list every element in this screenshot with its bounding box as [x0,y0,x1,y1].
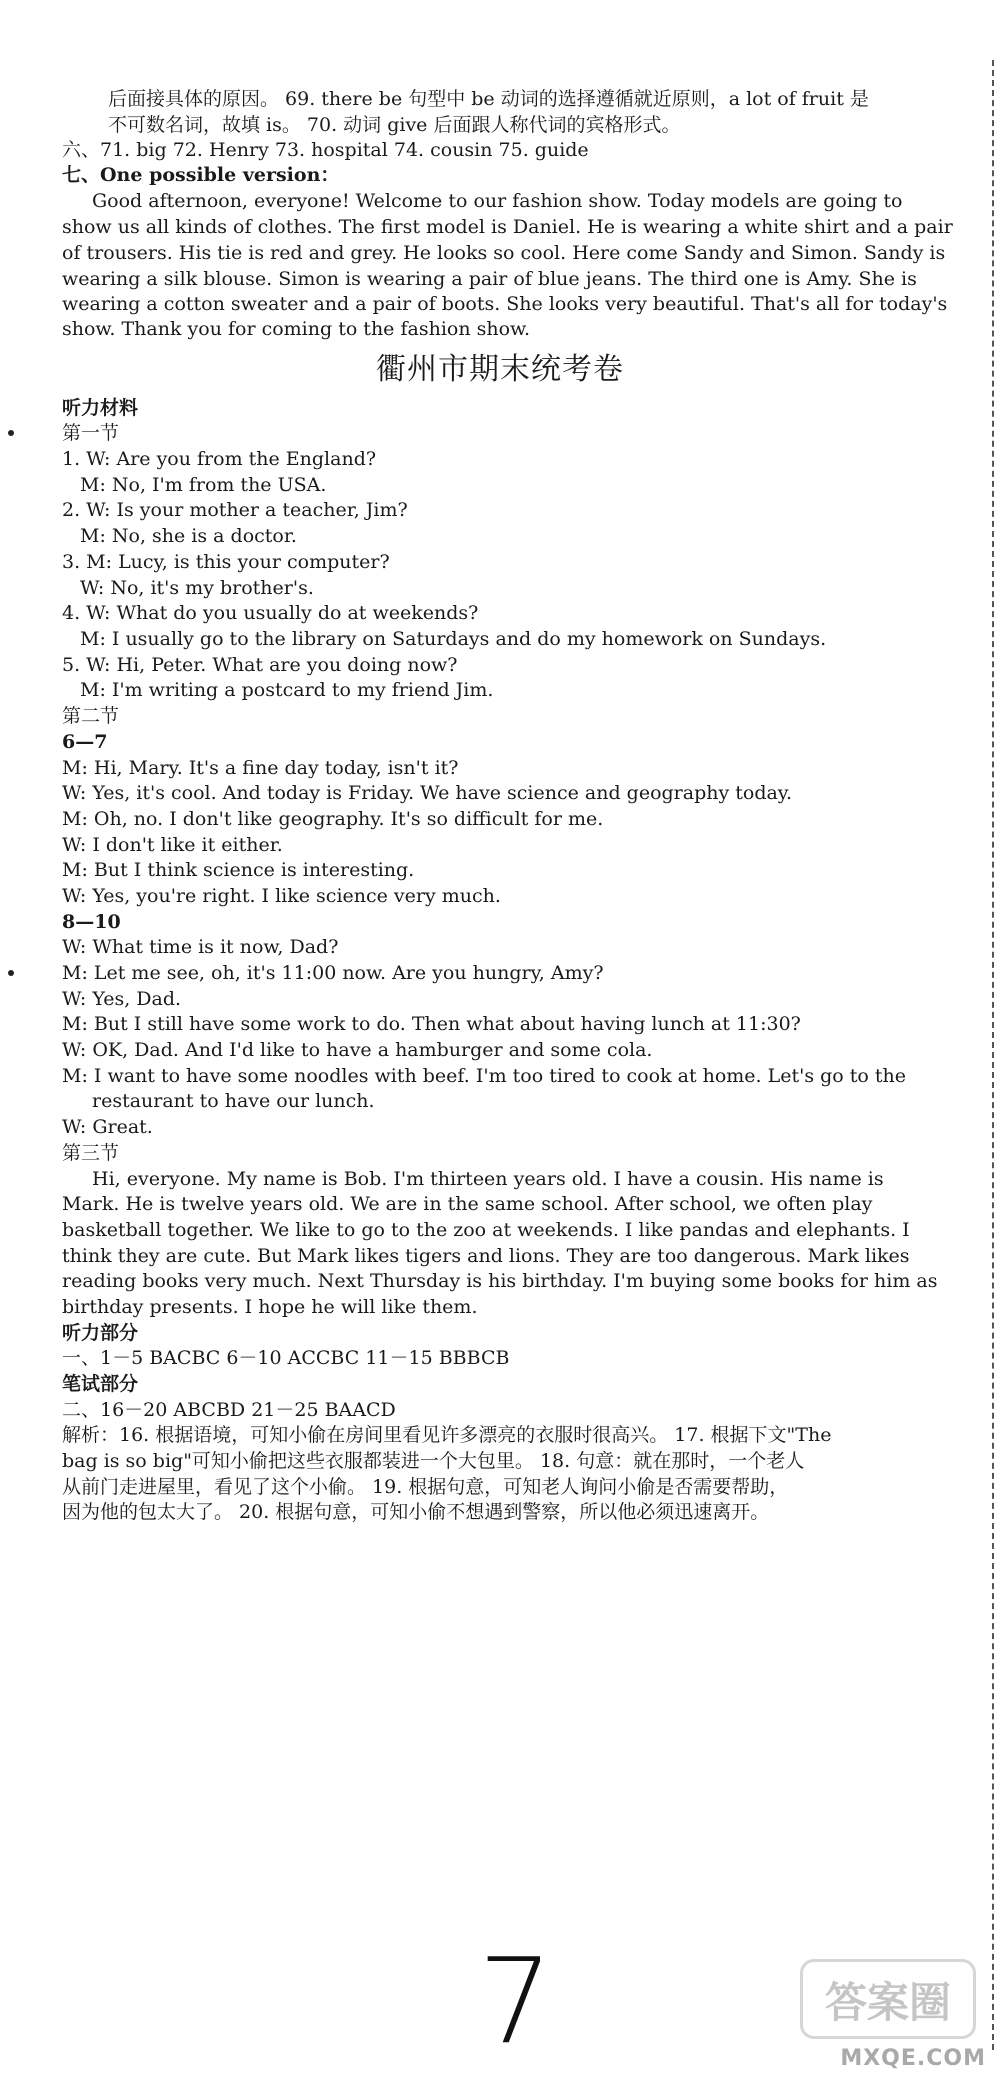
dialog-line: W: Yes, you're right. I like science very much. [62,885,501,907]
dialog-line: M: Let me see, oh, it's 11:00 now. Are you hungry, Amy? [62,962,604,984]
page-number: 7 [478,1932,554,2070]
dialog-line: M: I usually go to the library on Saturdays and do my homework on Sundays. [80,628,827,650]
section-6-answers: 六、71. big 72. Henry 73. hospital 74. cousin 75. guide [62,139,589,161]
watermark-logo [800,1959,976,2039]
passage-line: basketball together. We like to go to the zoo at weekends. I like pandas and elephants. I [62,1219,910,1241]
listening-answers: 一、1－5 BACBC 6－10 ACCBC 11－15 BBBCB [62,1347,510,1369]
listening-answers-heading: 听力部分 [62,1322,139,1344]
dialog-line: M: Oh, no. I don't like geography. It's so difficult for me. [62,808,604,830]
analysis-line: 因为他的包太大了。 20. 根据句意，可知小偷不想遇到警察，所以他必须迅速离开。 [62,1501,770,1523]
essay-line: wearing a cotton sweater and a pair of boots. She looks very beautiful. That's all for today's [62,293,948,315]
analysis-line: 解析：16. 根据语境，可知小偷在房间里看见许多漂亮的衣服时很高兴。 17. 根据下文"The [62,1424,832,1446]
exam-title: 衢州市期末统考卷 [376,352,624,387]
dialog-line: M: No, I'm from the USA. [80,474,327,496]
dialog-line: W: Great. [62,1116,153,1138]
essay-line: Good afternoon, everyone! Welcome to our fashion show. Today models are going to [92,190,903,212]
margin-dot [8,430,14,436]
analysis-line: bag is so big"可知小偷把这些衣服都装进一个大包里。 18. 句意：就在那时，一个老人 [62,1450,805,1472]
passage-line: reading books very much. Next Thursday is his birthday. I'm buying some books for him as [62,1270,938,1292]
dialog-line: 4. W: What do you usually do at weekends? [62,602,479,624]
part-heading: 第二节 [62,705,120,727]
part-heading: 第三节 [62,1142,120,1164]
dialog-line: M: But I think science is interesting. [62,859,415,881]
dialog-line: 1. W: Are you from the England? [62,448,377,470]
margin-dot [8,970,14,976]
dialog-line: M: I'm writing a postcard to my friend Jim. [80,679,494,701]
essay-line: of trousers. His tie is red and grey. He looks so cool. Here come Sandy and Simon. Sandy is [62,242,946,264]
passage-line: Hi, everyone. My name is Bob. I'm thirteen years old. I have a cousin. His name is [92,1168,884,1190]
question-range: 8—10 [62,911,121,933]
dialog-line: 5. W: Hi, Peter. What are you doing now? [62,654,458,676]
essay-line: show us all kinds of clothes. The first model is Daniel. He is wearing a white shirt and a pair [62,216,953,238]
dialog-line: W: Yes, Dad. [62,988,182,1010]
analysis-line: 后面接具体的原因。 69. there be 句型中 be 动词的选择遵循就近原则，a lot of fruit 是 [108,88,869,110]
dialog-line: W: OK, Dad. And I'd like to have a hamburger and some cola. [62,1039,653,1061]
dialog-line: restaurant to have our lunch. [92,1090,375,1112]
written-answers: 二、16－20 ABCBD 21－25 BAACD [62,1399,396,1421]
dialog-line: M: No, she is a doctor. [80,525,297,547]
essay-line: show. Thank you for coming to the fashion show. [62,318,531,340]
dialog-line: W: No, it's my brother's. [80,577,314,599]
dialog-line: W: I don't like it either. [62,834,283,856]
analysis-line: 从前门走进屋里，看见了这个小偷。 19. 根据句意，可知老人询问小偷是否需要帮助， [62,1476,789,1498]
written-answers-heading: 笔试部分 [62,1373,139,1395]
passage-line: think they are cute. But Mark likes tigers and lions. They are too dangerous. Mark likes [62,1245,910,1267]
passage-line: Mark. He is twelve years old. We are in the same school. After school, we often play [62,1193,873,1215]
analysis-line: 不可数名词，故填 is。 70. 动词 give 后面跟人称代词的宾格形式。 [108,114,681,136]
part-heading: 第一节 [62,422,120,444]
dialog-line: W: What time is it now, Dad? [62,936,339,958]
essay-line: wearing a silk blouse. Simon is wearing a pair of blue jeans. The third one is Amy. She is [62,268,917,290]
listening-heading: 听力材料 [62,397,139,419]
dialog-line: W: Yes, it's cool. And today is Friday. We have science and geography today. [62,782,793,804]
passage-line: birthday presents. I hope he will like them. [62,1296,478,1318]
dialog-line: M: Hi, Mary. It's a fine day today, isn't it? [62,757,459,779]
section-7-heading: 七、One possible version： [62,164,340,186]
question-range: 6—7 [62,731,108,753]
watermark-logo-text: 答案圈 [824,1978,951,2027]
dialog-line: 3. M: Lucy, is this your computer? [62,551,390,573]
watermark-url: MXQE.COM [840,2046,986,2071]
dialog-line: 2. W: Is your mother a teacher, Jim? [62,499,408,521]
dialog-line: M: But I still have some work to do. Then what about having lunch at 11:30? [62,1013,801,1035]
dialog-line: M: I want to have some noodles with beef. I'm too tired to cook at home. Let's go to the [62,1065,907,1087]
